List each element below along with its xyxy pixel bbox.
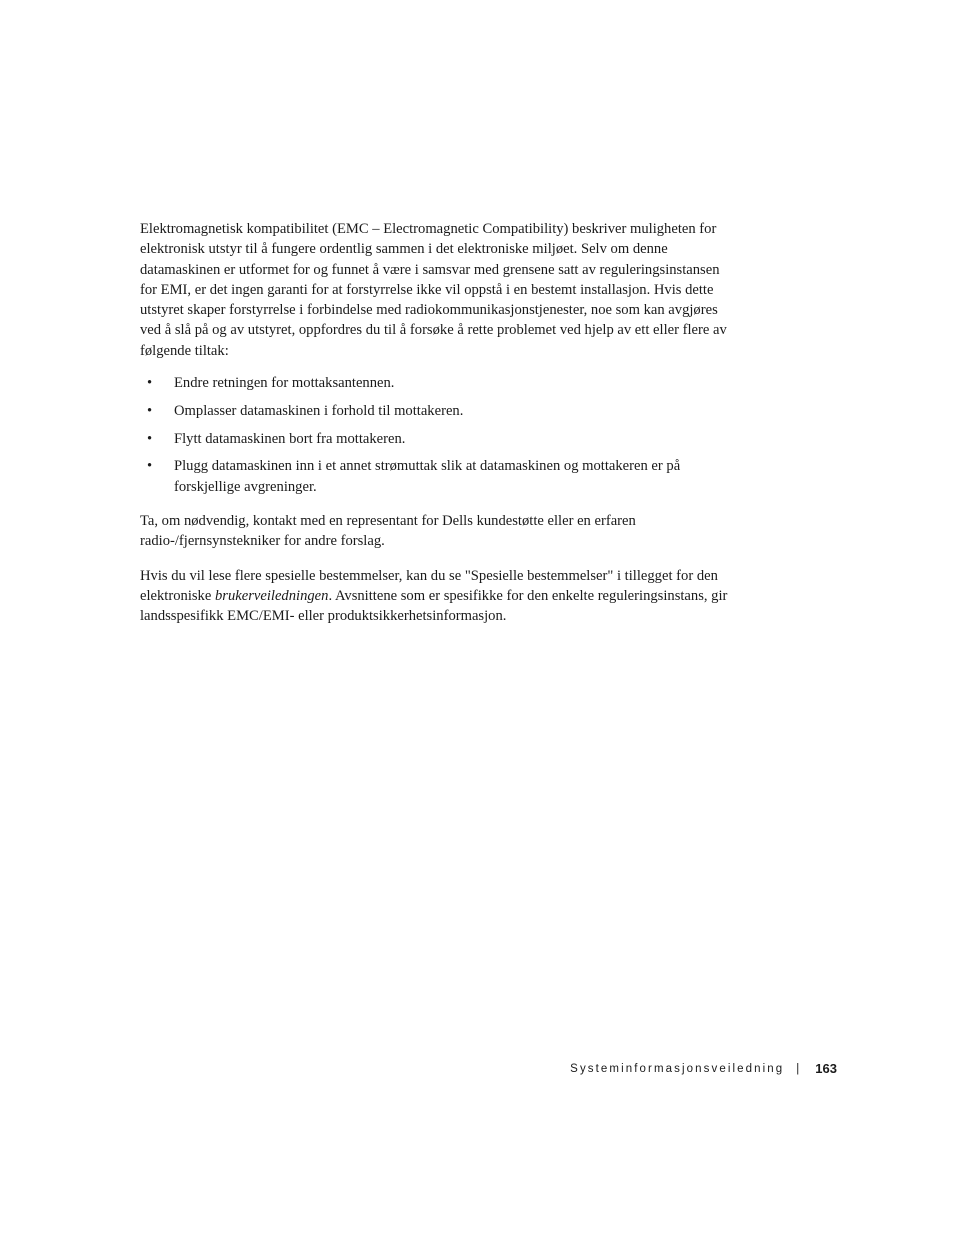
measures-list bbox=[140, 373, 730, 497]
contact-paragraph: Ta, om nødvendig, kontakt med en representant for Dells kundestøtte eller en erfaren radio-/fjernsynstekniker for andre forslag. bbox=[140, 513, 636, 550]
bullet-icon: • bbox=[147, 430, 153, 447]
list-item bbox=[140, 429, 714, 449]
page-footer bbox=[570, 1061, 837, 1076]
more-info-text-end: . Avsnittene som er spesifikke for den enkelte reguleringsinstans, gir landsspesifikk EMC/EMI- eller produktsikkerhetsinformasjon. bbox=[140, 587, 728, 625]
list-item bbox=[140, 401, 714, 421]
bullet-icon: • bbox=[147, 458, 153, 475]
page-number: 163 bbox=[815, 1061, 837, 1076]
list-item bbox=[140, 456, 714, 497]
list-item-text: Plugg datamaskinen inn i et annet strømuttak slik at datamaskinen og mottakeren er på forskjellige avgreninger. bbox=[174, 458, 681, 495]
more-info-paragraph bbox=[140, 566, 730, 627]
list-item-text: Endre retningen for mottaksantennen. bbox=[174, 375, 395, 392]
footer-separator: | bbox=[796, 1062, 800, 1075]
user-guide-title: brukerveiledningen bbox=[214, 587, 329, 604]
list-item-text: Flytt datamaskinen bort fra mottakeren. bbox=[174, 430, 406, 447]
document-body bbox=[140, 219, 730, 627]
footer-title: Systeminformasjonsveiledning bbox=[570, 1062, 785, 1075]
intro-paragraph: Elektromagnetisk kompatibilitet (EMC – Electromagnetic Compatibility) beskriver muligheten for elektronisk utstyr til å fungere ordentlig sammen i det elektroniske miljøet. Selv om denne datamaskinen er utformet for og funnet å være i samsvar med grensene satt av reguleringsinstansen for EMI, er det ingen garanti for at forstyrrelse ikke vil oppstå i en bestemt installasjon. Hvis dette utstyret skaper forstyrrelse i forbindelse med radiokommunikasjonstjenester, noe som kan avgjøres ved å slå på og av utstyret, oppfordres du til å forsøke å rette problemet ved hjelp av ett eller flere av følgende tiltak: bbox=[140, 221, 727, 359]
list-item-text: Omplasser datamaskinen i forhold til mottakeren. bbox=[174, 402, 464, 419]
bullet-icon: • bbox=[147, 375, 153, 392]
list-item bbox=[140, 373, 714, 393]
more-info-text-start: Hvis du vil lese flere spesielle bestemmelser, kan du se "Spesielle bestemmelser" i tillegget for den elektroniske bbox=[140, 567, 718, 604]
bullet-icon: • bbox=[147, 402, 153, 419]
